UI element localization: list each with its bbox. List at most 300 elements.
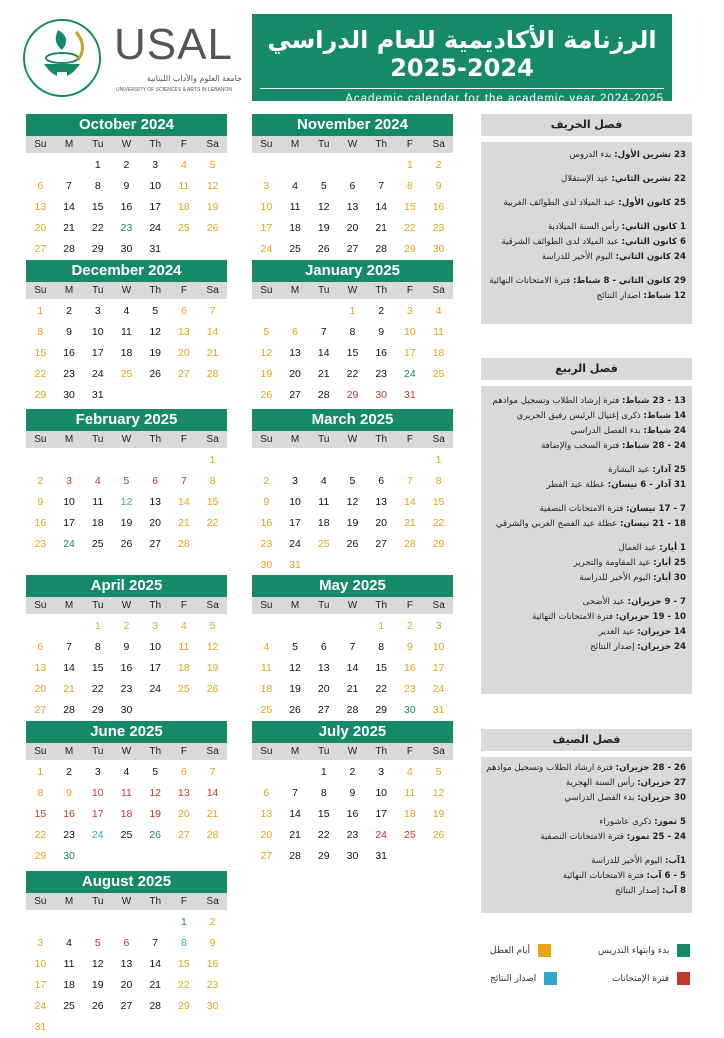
day-cell: 30 (432, 243, 445, 255)
empty-cell (309, 450, 338, 471)
summer-events (481, 757, 692, 913)
weekday-label: Tu (92, 746, 104, 757)
day-cell: 18 (432, 347, 445, 359)
day-cell: 7 (292, 787, 298, 799)
day-cell: 22 (346, 368, 359, 380)
day-cell: 15 (34, 347, 47, 359)
day-cell: 19 (206, 662, 219, 674)
day-cell: 19 (432, 808, 445, 820)
day-cell: 4 (94, 475, 101, 487)
event-date: 5 - 6 آب: (646, 871, 686, 881)
day-grid (252, 450, 453, 576)
day-cell: 10 (404, 326, 416, 338)
day-cell: 14 (63, 662, 75, 674)
event-text: عطلة عيد الفطر (546, 480, 606, 490)
day-cell: 3 (94, 766, 101, 778)
day-cell: 14 (346, 662, 359, 674)
day-cell: 7 (209, 766, 216, 778)
day-cell: 5 (152, 305, 159, 317)
day-cell: 20 (149, 517, 161, 529)
day-cell: 23 (120, 222, 133, 234)
empty-cell (281, 155, 310, 176)
event-text: رأس السنة الميلادية (547, 222, 619, 232)
day-cell: 22 (91, 222, 104, 234)
day-cell: 25 (120, 829, 133, 841)
event-text: عيد الميلاد لدى الطوائف الغربية (503, 198, 616, 208)
day-cell: 5 (123, 475, 130, 487)
empty-cell (281, 450, 310, 471)
day-cell: 24 (432, 683, 445, 695)
day-cell: 12 (317, 201, 330, 213)
month-title: June 2025 (26, 721, 227, 743)
day-cell: 11 (178, 180, 190, 192)
weekday-label: M (64, 285, 74, 296)
day-cell: 13 (178, 326, 190, 338)
day-cell: 23 (63, 368, 75, 380)
day-cell: 13 (317, 662, 330, 674)
day-cell: 1 (94, 159, 101, 171)
day-cell: 31 (375, 850, 387, 862)
day-cell: 5 (209, 620, 216, 632)
title-arabic: الرزنامة الأكاديمية للعام الدراسي 2024-2025 (267, 26, 657, 82)
day-cell: 18 (91, 517, 104, 529)
day-cell: 26 (317, 243, 330, 255)
event-text: إصدار النتائج (615, 886, 660, 896)
day-cell: 20 (178, 808, 190, 820)
day-cell: 24 (404, 368, 416, 380)
event-text: فترة الامتحانات النهائية (489, 276, 571, 286)
day-cell: 1 (349, 305, 356, 317)
event-item (481, 884, 692, 899)
day-cell: 29 (91, 704, 104, 716)
day-cell: 18 (178, 662, 190, 674)
event-date: 7 - 9 حزيران: (627, 597, 686, 607)
weekday-label: F (406, 285, 413, 296)
event-text: فترة إرشاد الطلاب وتسجيل مواده‍م (492, 396, 620, 406)
day-cell: 29 (346, 389, 359, 401)
day-cell: 4 (123, 766, 130, 778)
weekday-label: Sa (432, 285, 445, 296)
day-cell: 3 (292, 475, 298, 487)
day-cell: 29 (404, 243, 416, 255)
day-cell: 30 (120, 704, 133, 716)
day-cell: 18 (63, 979, 75, 991)
day-cell: 20 (120, 979, 133, 991)
event-text: عيد الإستقلال (561, 174, 609, 184)
empty-cell (309, 155, 338, 176)
month-calendar (26, 575, 227, 721)
day-cell: 24 (91, 829, 104, 841)
day-cell: 19 (149, 347, 161, 359)
event-text: فترة الامتحانات النصفية (539, 504, 624, 514)
day-cell: 12 (289, 662, 301, 674)
event-item (481, 625, 692, 640)
day-cell: 20 (178, 347, 190, 359)
day-cell: 9 (349, 787, 356, 799)
weekday-header (26, 743, 227, 760)
event-text: فترة الامتحانات النهائية (532, 612, 613, 622)
day-cell: 2 (406, 620, 413, 632)
day-cell: 10 (34, 958, 47, 970)
day-cell: 29 (34, 389, 47, 401)
day-cell: 11 (318, 496, 330, 508)
day-cell: 21 (178, 517, 190, 529)
day-cell: 30 (375, 389, 387, 401)
day-cell: 22 (375, 683, 387, 695)
weekday-label: Tu (92, 285, 104, 296)
event-text: عيد المقاومة والتحرير (573, 558, 651, 568)
day-cell: 25 (432, 368, 445, 380)
day-cell: 22 (91, 683, 104, 695)
day-cell: 1 (320, 766, 327, 778)
day-cell: 28 (206, 829, 219, 841)
month-title: March 2025 (252, 409, 453, 431)
day-cell: 15 (206, 496, 219, 508)
legend-teaching (598, 944, 690, 957)
day-cell: 28 (149, 1000, 161, 1012)
day-cell: 6 (263, 787, 270, 799)
event-item (481, 761, 692, 776)
day-cell: 20 (317, 683, 330, 695)
weekday-label: M (290, 139, 300, 150)
day-cell: 27 (289, 389, 301, 401)
weekday-label: M (290, 600, 300, 611)
month-calendar (26, 721, 227, 867)
day-cell: 17 (91, 347, 104, 359)
weekday-label: W (347, 746, 358, 757)
event-date: 22 تشرين الثاني: (611, 174, 686, 184)
event-text: فترة الامتحانات النهائية (562, 871, 644, 881)
logo-english: UNIVERSITY OF SCIENCES & ARTS IN LEBANON (116, 87, 232, 93)
weekday-label: W (121, 139, 132, 150)
day-cell: 16 (404, 662, 416, 674)
weekday-label: F (406, 434, 413, 445)
weekday-label: F (406, 600, 413, 611)
weekday-label: M (64, 434, 74, 445)
event-text: اليوم الأخير للدراسة (579, 573, 651, 583)
empty-cell (26, 450, 55, 471)
empty-cell (309, 301, 338, 322)
day-cell: 31 (91, 389, 104, 401)
day-cell: 9 (37, 496, 44, 508)
weekday-label: F (406, 746, 413, 757)
month-calendar (252, 409, 453, 576)
month-calendar (26, 871, 227, 1038)
day-cell: 13 (375, 496, 387, 508)
day-cell: 26 (206, 222, 219, 234)
event-item (481, 274, 692, 289)
event-date: 14 حزيران: (637, 627, 686, 637)
weekday-label: Th (375, 434, 388, 445)
weekday-label: M (290, 434, 300, 445)
weekday-label: F (180, 896, 187, 907)
day-cell: 8 (94, 641, 101, 653)
day-cell: 8 (406, 180, 413, 192)
day-cell: 1 (37, 305, 44, 317)
day-cell: 10 (260, 201, 273, 213)
day-cell: 13 (260, 808, 273, 820)
day-grid (26, 155, 227, 260)
day-cell: 3 (94, 305, 101, 317)
day-cell: 10 (149, 641, 161, 653)
day-cell: 17 (375, 808, 387, 820)
day-cell: 31 (404, 389, 416, 401)
event-item (481, 220, 692, 235)
day-cell: 15 (91, 201, 104, 213)
weekday-label: W (121, 746, 132, 757)
empty-cell (141, 450, 170, 471)
day-cell: 23 (346, 829, 359, 841)
weekday-header (252, 282, 453, 299)
weekday-label: W (347, 600, 358, 611)
day-cell: 3 (378, 766, 385, 778)
event-text: رأس السنة الهجرية (565, 778, 635, 788)
weekday-label: Sa (206, 285, 219, 296)
day-cell: 19 (206, 201, 219, 213)
month-title: October 2024 (26, 114, 227, 136)
day-cell: 7 (209, 305, 216, 317)
event-date: 31 آذار - 6 نيسان: (607, 480, 686, 490)
spring-events (481, 386, 692, 694)
day-cell: 18 (404, 808, 416, 820)
day-cell: 5 (292, 641, 298, 653)
day-cell: 30 (63, 850, 75, 862)
event-text: عيد الأضحى (582, 597, 625, 607)
day-cell: 3 (37, 937, 44, 949)
event-item (481, 394, 692, 409)
day-cell: 16 (346, 808, 359, 820)
weekday-label: Th (149, 434, 162, 445)
event-text: اصدار النتائج (596, 291, 641, 301)
empty-cell (55, 616, 84, 637)
day-cell: 25 (317, 538, 330, 550)
month-calendar (252, 114, 453, 260)
day-cell: 17 (149, 201, 161, 213)
month-calendar (252, 721, 453, 867)
day-cell: 22 (404, 222, 416, 234)
day-cell: 29 (178, 1000, 190, 1012)
weekday-label: Su (34, 896, 47, 907)
empty-cell (252, 616, 281, 637)
day-cell: 17 (260, 222, 273, 234)
day-cell: 18 (120, 808, 133, 820)
day-cell: 25 (63, 1000, 75, 1012)
empty-cell (252, 450, 281, 471)
day-cell: 9 (66, 326, 72, 338)
event-text: بدء الدروس (569, 150, 612, 160)
day-cell: 4 (263, 641, 270, 653)
day-cell: 5 (152, 766, 159, 778)
day-cell: 22 (432, 517, 445, 529)
legend-exams (612, 972, 690, 985)
day-cell: 7 (349, 641, 356, 653)
day-cell: 29 (34, 850, 47, 862)
month-calendar (252, 575, 453, 721)
day-cell: 17 (91, 808, 104, 820)
day-cell: 23 (375, 368, 387, 380)
day-cell: 25 (260, 704, 273, 716)
event-date: 26 - 28 حزيران: (615, 763, 686, 773)
day-cell: 26 (260, 389, 273, 401)
day-cell: 16 (63, 347, 75, 359)
weekday-label: M (290, 746, 300, 757)
legend-teaching-label: بدء وانتهاء التدريس (598, 945, 670, 956)
weekday-header (252, 431, 453, 448)
day-cell: 8 (378, 641, 385, 653)
day-cell: 24 (34, 1000, 47, 1012)
day-cell: 27 (178, 368, 190, 380)
day-cell: 22 (34, 829, 47, 841)
day-cell: 28 (404, 538, 416, 550)
day-cell: 29 (375, 704, 387, 716)
event-item (481, 541, 692, 556)
day-cell: 30 (346, 850, 359, 862)
day-cell: 2 (209, 916, 216, 928)
day-cell: 21 (63, 683, 75, 695)
day-cell: 4 (66, 937, 72, 949)
day-grid (26, 912, 227, 1038)
legend-results-label: اصدار النتائج (490, 973, 537, 984)
day-cell: 2 (435, 159, 442, 171)
usal-logo (22, 12, 242, 104)
day-cell: 5 (209, 159, 216, 171)
autumn-header: فصل الخريف (481, 114, 692, 136)
event-text: ذكرى عاشوراء (599, 817, 652, 827)
day-cell: 9 (123, 641, 130, 653)
day-cell: 28 (346, 704, 359, 716)
day-cell: 11 (121, 787, 132, 799)
event-date: 7 - 17 نيسان: (626, 504, 686, 514)
event-date: 24 كانون الثاني: (615, 252, 686, 262)
weekday-label: M (290, 285, 300, 296)
day-cell: 2 (66, 305, 72, 317)
event-date: 25 أيار: (653, 558, 686, 568)
event-text: عيد الغدير (598, 627, 635, 637)
day-cell: 28 (375, 243, 387, 255)
day-cell: 30 (404, 704, 416, 716)
day-cell: 31 (289, 559, 301, 571)
event-date: 8 آب: (662, 886, 686, 896)
weekday-label: W (121, 600, 132, 611)
day-cell: 28 (206, 368, 219, 380)
day-cell: 26 (149, 829, 161, 841)
day-cell: 2 (349, 766, 356, 778)
weekday-label: Su (34, 746, 47, 757)
day-cell: 24 (375, 829, 387, 841)
event-item (481, 595, 692, 610)
weekday-label: Sa (432, 600, 445, 611)
event-item (481, 172, 692, 187)
event-text: اليوم الأخير للدراسة (541, 252, 613, 262)
day-cell: 26 (91, 1000, 104, 1012)
day-cell: 23 (120, 683, 133, 695)
day-cell: 14 (63, 201, 75, 213)
logo-arabic: جامعة العلوم والآداب اللبنانية (146, 74, 242, 83)
day-cell: 18 (120, 347, 133, 359)
event-item (481, 586, 692, 595)
weekday-label: Sa (206, 600, 219, 611)
event-date: 1آب: (664, 856, 686, 866)
event-text: عيد البشارة (608, 465, 650, 475)
day-cell: 1 (94, 620, 101, 632)
event-item (481, 791, 692, 806)
exams-swatch (677, 972, 690, 985)
day-cell: 6 (37, 641, 44, 653)
weekday-label: Sa (432, 434, 445, 445)
event-date: 27 حزيران: (637, 778, 686, 788)
event-date: 14 شباط: (643, 411, 686, 421)
day-cell: 9 (209, 937, 216, 949)
weekday-label: W (121, 434, 132, 445)
month-title: August 2025 (26, 871, 227, 893)
day-cell: 27 (375, 538, 387, 550)
month-title: July 2025 (252, 721, 453, 743)
weekday-label: F (180, 600, 187, 611)
weekday-label: W (121, 285, 132, 296)
month-title: November 2024 (252, 114, 453, 136)
day-cell: 25 (404, 829, 416, 841)
day-cell: 6 (180, 766, 187, 778)
empty-cell (338, 450, 367, 471)
day-cell: 5 (435, 766, 442, 778)
day-grid (26, 616, 227, 721)
day-cell: 16 (120, 201, 133, 213)
day-cell: 29 (432, 538, 445, 550)
day-cell: 9 (263, 496, 270, 508)
weekday-label: F (180, 434, 187, 445)
spring-header: فصل الربيع (481, 358, 692, 380)
day-cell: 16 (34, 517, 47, 529)
day-cell: 7 (320, 326, 327, 338)
empty-cell (252, 301, 281, 322)
day-cell: 11 (178, 641, 190, 653)
day-cell: 12 (149, 787, 161, 799)
day-cell: 14 (317, 347, 330, 359)
day-grid (252, 301, 453, 406)
day-cell: 28 (317, 389, 330, 401)
results-swatch (544, 972, 557, 985)
day-cell: 11 (63, 958, 75, 970)
event-date: 25 آذار: (652, 465, 686, 475)
empty-cell (367, 155, 396, 176)
weekday-label: Th (149, 139, 162, 150)
empty-cell (252, 155, 281, 176)
event-text: إصدار النتائج (590, 642, 635, 652)
event-text: اليوم الأخير للدراسة (591, 856, 663, 866)
day-cell: 16 (120, 662, 133, 674)
event-item (481, 571, 692, 586)
event-date: 12 شباط: (643, 291, 686, 301)
day-cell: 15 (178, 958, 190, 970)
event-text: فترة ارشاد الطلاب وتسجيل مواده‍م (486, 763, 613, 773)
weekday-label: Su (260, 434, 273, 445)
day-cell: 21 (149, 979, 161, 991)
event-item (481, 776, 692, 791)
day-cell: 11 (433, 326, 445, 338)
day-cell: 15 (404, 201, 416, 213)
day-grid (252, 762, 453, 867)
event-date: 1 كانون الثاني: (621, 222, 686, 232)
day-cell: 15 (91, 662, 104, 674)
weekday-label: Tu (318, 139, 330, 150)
event-item (481, 211, 692, 220)
day-cell: 6 (349, 180, 356, 192)
day-cell: 22 (34, 368, 47, 380)
day-cell: 18 (289, 222, 301, 234)
event-item (481, 845, 692, 854)
weekday-label: Sa (432, 139, 445, 150)
day-cell: 26 (149, 368, 161, 380)
